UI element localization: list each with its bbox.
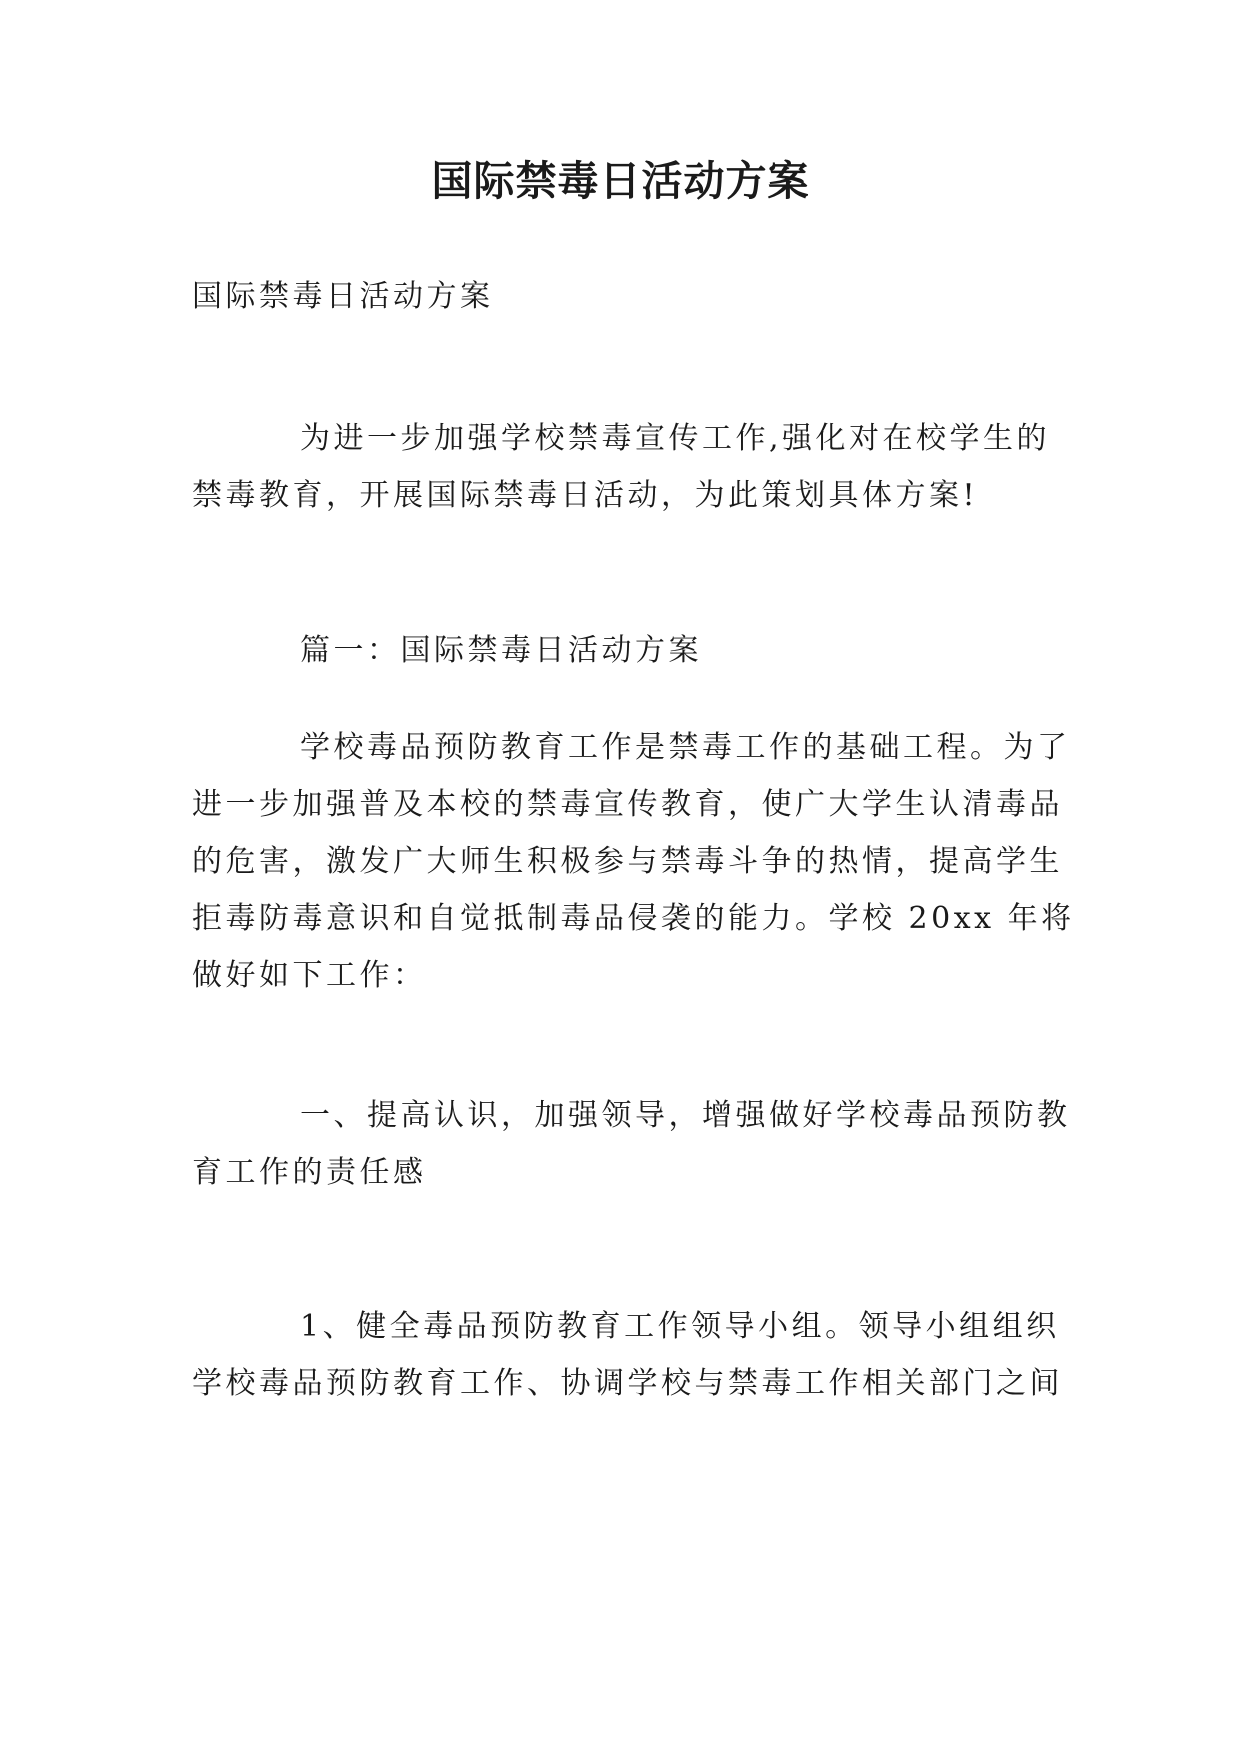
paragraph-line: 进一步加强普及本校的禁毒宣传教育，使广大学生认清毒品 [192, 787, 1063, 822]
paragraph-background [192, 719, 1075, 1004]
paragraph-line: 学校毒品预防教育工作、协调学校与禁毒工作相关部门之间 [192, 1366, 1063, 1401]
paragraph-intro [192, 410, 1054, 524]
paragraph-line: 学校毒品预防教育工作是禁毒工作的基础工程。为了 [300, 730, 1071, 765]
paragraph-line: 做好如下工作： [192, 958, 427, 993]
document-title: 国际禁毒日活动方案 [431, 157, 810, 205]
section-heading-one [192, 1087, 1071, 1201]
paragraph-line: 1、健全毒品预防教育工作领导小组。领导小组组织 [300, 1309, 1060, 1344]
paragraph-line: 篇一：国际禁毒日活动方案 [300, 633, 702, 668]
paragraph-line: 为进一步加强学校禁毒宣传工作,强化对在校学生的 [300, 421, 1051, 456]
paragraph-line: 一、提高认识，加强领导，增强做好学校毒品预防教 [300, 1098, 1071, 1133]
paragraph-line: 育工作的责任感 [192, 1155, 427, 1190]
paragraph-line: 拒毒防毒意识和自觉抵制毒品侵袭的能力。学校 20xx 年将 [192, 901, 1075, 936]
list-item-1 [192, 1298, 1063, 1412]
paragraph-line: 禁毒教育，开展国际禁毒日活动，为此策划具体方案! [192, 478, 979, 513]
section-heading-part-one [192, 622, 1054, 679]
document-subtitle [192, 268, 1054, 325]
subtitle-line: 国际禁毒日活动方案 [192, 279, 494, 314]
paragraph-line: 的危害，激发广大师生积极参与禁毒斗争的热情，提高学生 [192, 844, 1063, 879]
